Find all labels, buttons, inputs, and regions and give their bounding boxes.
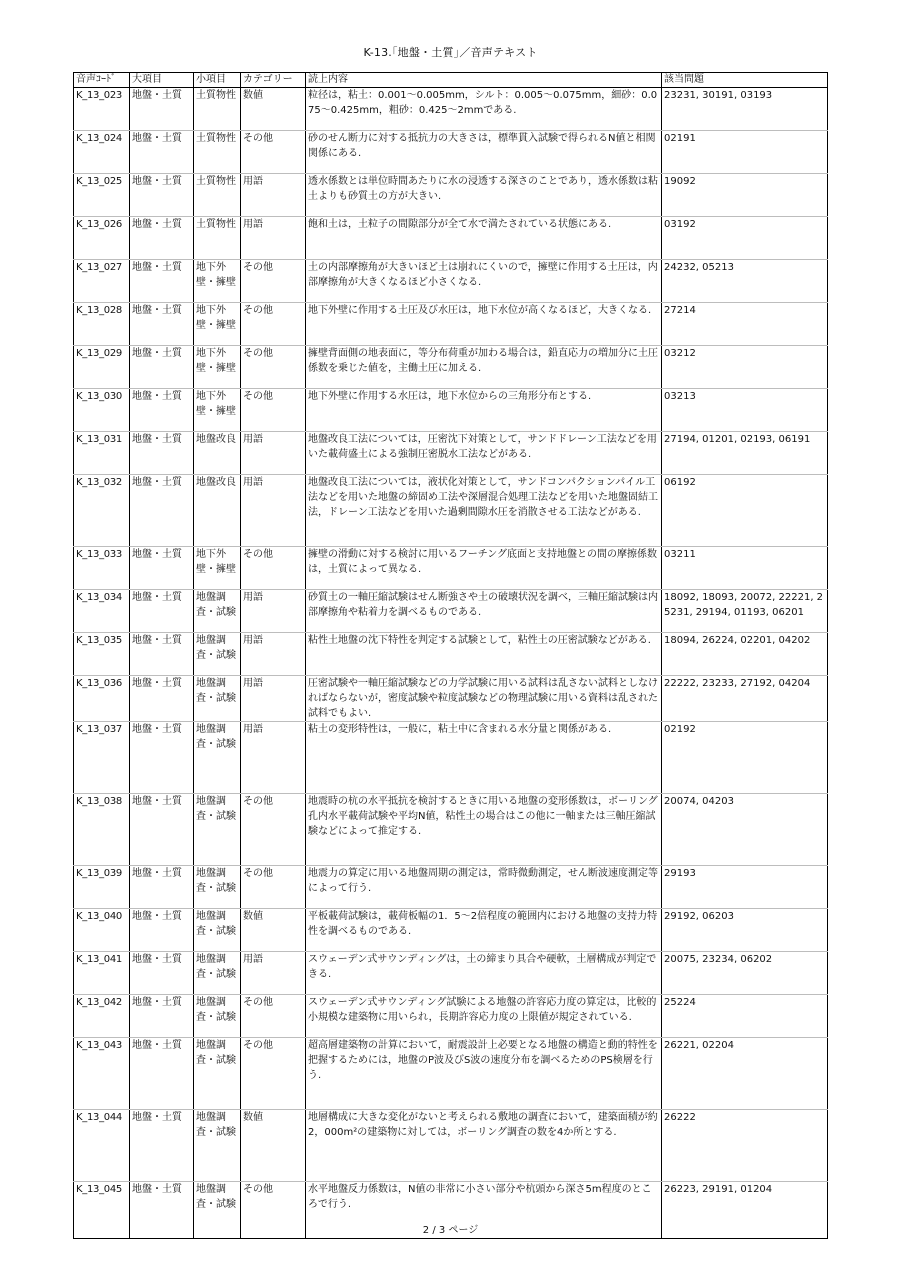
table-row (74, 389, 828, 432)
reading-content-cell: 圧密試験や一軸圧縮試験などの力学試験に用いる試料は乱さない試料としなければならないが，密度試験や粒度試験などの物理試験に用いる資料は乱された試料でもよい. (306, 676, 662, 722)
category-cell: その他 (241, 346, 306, 389)
header-reading-content: 読上内容 (306, 73, 662, 88)
category-cell: 用語 (241, 676, 306, 722)
category-cell: その他 (241, 389, 306, 432)
minor-item-cell: 地盤調査・試験 (194, 590, 241, 633)
major-item-cell: 地盤・土質 (130, 722, 194, 794)
major-item-cell: 地盤・土質 (130, 217, 194, 260)
table-row (74, 475, 828, 547)
reading-content-cell: 地盤改良工法については，液状化対策として，サンドコンパクションパイル工法などを用いた地盤の締固め工法や深層混合処理工法などを用いた地盤固結工法，ドレーン工法などを用いた過剰間隙水圧を消散させる工法などがある. (306, 475, 662, 547)
related-problems-cell: 02192 (662, 722, 828, 794)
related-problems-cell: 22222, 23233, 27192, 04204 (662, 676, 828, 722)
reading-content-cell: 地下外壁に作用する水圧は，地下水位からの三角形分布とする. (306, 389, 662, 432)
minor-item-cell: 土質物性 (194, 131, 241, 174)
voice-code-cell: K_13_045 (74, 1182, 130, 1239)
voice-code-cell: K_13_040 (74, 909, 130, 952)
minor-item-cell: 地盤調査・試験 (194, 722, 241, 794)
category-cell: 用語 (241, 590, 306, 633)
reading-content-cell: 超高層建築物の計算において，耐震設計上必要となる地盤の構造と動的特性を把握するためには，地盤のP波及びS波の速度分布を調べるためのPS検層を行う. (306, 1038, 662, 1110)
related-problems-cell: 19092 (662, 174, 828, 217)
table-header-row (74, 73, 828, 88)
related-problems-cell: 18094, 26224, 02201, 04202 (662, 633, 828, 676)
reading-content-cell: 砂のせん断力に対する抵抗力の大きさは，標準貫入試験で得られるN値と相関関係にある. (306, 131, 662, 174)
category-cell: 用語 (241, 432, 306, 475)
table-row (74, 174, 828, 217)
reading-content-cell: 地震力の算定に用いる地盤周期の測定は，常時微動測定，せん断波速度測定等によって行う. (306, 866, 662, 909)
major-item-cell: 地盤・土質 (130, 174, 194, 217)
related-problems-cell: 02191 (662, 131, 828, 174)
table-row (74, 303, 828, 346)
category-cell: その他 (241, 794, 306, 866)
reading-content-cell: 地盤改良工法については，圧密沈下対策として，サンドドレーン工法などを用いた載荷盛土による強制圧密脱水工法などがある. (306, 432, 662, 475)
reading-content-cell: スウェーデン式サウンディングは，土の締まり具合や硬軟，土層構成が判定できる. (306, 952, 662, 995)
category-cell: その他 (241, 547, 306, 590)
reading-content-cell: 透水係数とは単位時間あたりに水の浸透する深さのことであり，透水係数は粘土よりも砂質土の方が大きい. (306, 174, 662, 217)
minor-item-cell: 土質物性 (194, 174, 241, 217)
table-body (74, 88, 828, 1239)
table-row (74, 88, 828, 131)
table-row (74, 794, 828, 866)
reading-content-cell: 土の内部摩擦角が大きいほど土は崩れにくいので，擁壁に作用する土圧は，内部摩擦角が大きくなるほど小さくなる. (306, 260, 662, 303)
major-item-cell: 地盤・土質 (130, 346, 194, 389)
minor-item-cell: 地盤調査・試験 (194, 995, 241, 1038)
table-row (74, 547, 828, 590)
related-problems-cell: 29192, 06203 (662, 909, 828, 952)
voice-code-cell: K_13_037 (74, 722, 130, 794)
minor-item-cell: 地下外壁・擁壁 (194, 547, 241, 590)
voice-code-cell: K_13_032 (74, 475, 130, 547)
table-row (74, 346, 828, 389)
major-item-cell: 地盤・土質 (130, 88, 194, 131)
reading-content-cell: 粒径は，粘土：0.001～0.005mm，シルト：0.005～0.075mm，細砂：0.075～0.425mm，粗砂：0.425～2mmである. (306, 88, 662, 131)
major-item-cell: 地盤・土質 (130, 547, 194, 590)
major-item-cell: 地盤・土質 (130, 475, 194, 547)
minor-item-cell: 地盤調査・試験 (194, 866, 241, 909)
category-cell: 数値 (241, 909, 306, 952)
reading-content-cell: 粘性土地盤の沈下特性を判定する試験として，粘性土の圧密試験などがある. (306, 633, 662, 676)
header-major-item: 大項目 (130, 73, 194, 88)
category-cell: 数値 (241, 88, 306, 131)
reading-content-cell: 粘土の変形特性は，一般に，粘土中に含まれる水分量と関係がある. (306, 722, 662, 794)
related-problems-cell: 24232, 05213 (662, 260, 828, 303)
minor-item-cell: 地盤調査・試験 (194, 676, 241, 722)
reading-content-cell: 地層構成に大きな変化がないと考えられる敷地の調査において，建築面積が約2，000m²の建築物に対しては，ボーリング調査の数を4か所とする. (306, 1110, 662, 1182)
reading-content-cell: 擁壁背面側の地表面に，等分布荷重が加わる場合は，鉛直応力の増加分に土圧係数を乗じた値を，主働土圧に加える. (306, 346, 662, 389)
minor-item-cell: 地盤調査・試験 (194, 633, 241, 676)
category-cell: その他 (241, 866, 306, 909)
voice-code-cell: K_13_030 (74, 389, 130, 432)
page-number: 2 / 3 ページ (422, 1225, 479, 1236)
voice-code-cell: K_13_023 (74, 88, 130, 131)
major-item-cell: 地盤・土質 (130, 1182, 194, 1239)
voice-code-cell: K_13_028 (74, 303, 130, 346)
voice-code-cell: K_13_031 (74, 432, 130, 475)
major-item-cell: 地盤・土質 (130, 794, 194, 866)
related-problems-cell: 27194, 01201, 02193, 06191 (662, 432, 828, 475)
related-problems-cell: 18092, 18093, 20072, 22221, 25231, 29194, 01193, 06201 (662, 590, 828, 633)
voice-code-cell: K_13_033 (74, 547, 130, 590)
table-row (74, 432, 828, 475)
minor-item-cell: 土質物性 (194, 88, 241, 131)
voice-code-cell: K_13_036 (74, 676, 130, 722)
minor-item-cell: 地下外壁・擁壁 (194, 389, 241, 432)
reading-content-cell: 水平地盤反力係数は，N値の非常に小さい部分や杭頭から深さ5m程度のところで行う. (306, 1182, 662, 1239)
major-item-cell: 地盤・土質 (130, 260, 194, 303)
major-item-cell: 地盤・土質 (130, 633, 194, 676)
reading-content-cell: 飽和土は，土粒子の間隙部分が全て水で満たされている状態にある. (306, 217, 662, 260)
reading-content-cell: 擁壁の滑動に対する検討に用いるフーチング底面と支持地盤との間の摩擦係数は，土質によって異なる. (306, 547, 662, 590)
category-cell: 数値 (241, 1110, 306, 1182)
related-problems-cell: 03213 (662, 389, 828, 432)
minor-item-cell: 土質物性 (194, 217, 241, 260)
major-item-cell: 地盤・土質 (130, 676, 194, 722)
category-cell: その他 (241, 1182, 306, 1239)
related-problems-cell: 23231, 30191, 03193 (662, 88, 828, 131)
major-item-cell: 地盤・土質 (130, 909, 194, 952)
minor-item-cell: 地盤調査・試験 (194, 1110, 241, 1182)
major-item-cell: 地盤・土質 (130, 590, 194, 633)
major-item-cell: 地盤・土質 (130, 866, 194, 909)
related-problems-cell: 25224 (662, 995, 828, 1038)
minor-item-cell: 地盤改良 (194, 432, 241, 475)
table-row (74, 131, 828, 174)
reading-content-cell: 地下外壁に作用する土圧及び水圧は，地下水位が高くなるほど，大きくなる. (306, 303, 662, 346)
category-cell: 用語 (241, 217, 306, 260)
voice-code-cell: K_13_039 (74, 866, 130, 909)
reading-content-cell: スウェーデン式サウンディング試験による地盤の許容応力度の算定は，比較的小規模な建築物に用いられ，長期許容応力度の上限値が規定されている. (306, 995, 662, 1038)
table-row (74, 1110, 828, 1182)
related-problems-cell: 20074, 04203 (662, 794, 828, 866)
major-item-cell: 地盤・土質 (130, 995, 194, 1038)
voice-code-cell: K_13_044 (74, 1110, 130, 1182)
related-problems-cell: 26222 (662, 1110, 828, 1182)
minor-item-cell: 地盤調査・試験 (194, 1038, 241, 1110)
voice-code-cell: K_13_029 (74, 346, 130, 389)
related-problems-cell: 26221, 02204 (662, 1038, 828, 1110)
table-row (74, 217, 828, 260)
voice-code-cell: K_13_034 (74, 590, 130, 633)
voice-code-cell: K_13_043 (74, 1038, 130, 1110)
related-problems-cell: 27214 (662, 303, 828, 346)
minor-item-cell: 地盤調査・試験 (194, 1182, 241, 1239)
category-cell: その他 (241, 260, 306, 303)
header-voice-code: 音声ｺｰﾄﾞ (74, 73, 130, 88)
table-row (74, 722, 828, 794)
voice-code-cell: K_13_041 (74, 952, 130, 995)
minor-item-cell: 地盤調査・試験 (194, 794, 241, 866)
reading-content-cell: 地震時の杭の水平抵抗を検討するときに用いる地盤の変形係数は，ボーリング孔内水平載荷試験や平均N値，粘性土の場合はこの他に一軸または三軸圧縮試験などによって推定する. (306, 794, 662, 866)
minor-item-cell: 地下外壁・擁壁 (194, 260, 241, 303)
major-item-cell: 地盤・土質 (130, 1110, 194, 1182)
category-cell: 用語 (241, 475, 306, 547)
table-row (74, 260, 828, 303)
minor-item-cell: 地下外壁・擁壁 (194, 346, 241, 389)
major-item-cell: 地盤・土質 (130, 131, 194, 174)
related-problems-cell: 29193 (662, 866, 828, 909)
major-item-cell: 地盤・土質 (130, 389, 194, 432)
voice-code-cell: K_13_035 (74, 633, 130, 676)
minor-item-cell: 地盤調査・試験 (194, 909, 241, 952)
table-row (74, 995, 828, 1038)
minor-item-cell: 地盤改良 (194, 475, 241, 547)
category-cell: 用語 (241, 722, 306, 794)
major-item-cell: 地盤・土質 (130, 952, 194, 995)
header-category: カテゴリー (241, 73, 306, 88)
voice-code-cell: K_13_042 (74, 995, 130, 1038)
category-cell: その他 (241, 995, 306, 1038)
voice-code-cell: K_13_025 (74, 174, 130, 217)
table-row (74, 676, 828, 722)
related-problems-cell: 03192 (662, 217, 828, 260)
table-row (74, 633, 828, 676)
header-minor-item: 小項目 (194, 73, 241, 88)
voice-code-cell: K_13_026 (74, 217, 130, 260)
related-problems-cell: 03212 (662, 346, 828, 389)
category-cell: 用語 (241, 633, 306, 676)
category-cell: 用語 (241, 952, 306, 995)
category-cell: その他 (241, 131, 306, 174)
voice-code-cell: K_13_024 (74, 131, 130, 174)
major-item-cell: 地盤・土質 (130, 303, 194, 346)
table-row (74, 909, 828, 952)
major-item-cell: 地盤・土質 (130, 432, 194, 475)
major-item-cell: 地盤・土質 (130, 1038, 194, 1110)
voice-code-cell: K_13_038 (74, 794, 130, 866)
category-cell: その他 (241, 1038, 306, 1110)
reading-content-cell: 砂質土の一軸圧縮試験はせん断強さや土の破壊状況を調べ，三軸圧縮試験は内部摩擦角や粘着力を調べるものである. (306, 590, 662, 633)
minor-item-cell: 地盤調査・試験 (194, 952, 241, 995)
table-row (74, 952, 828, 995)
page-title: K-13.｢地盤・土質｣／音声テキスト (363, 46, 538, 59)
voice-code-cell: K_13_027 (74, 260, 130, 303)
header-related-problems: 該当問題 (662, 73, 828, 88)
related-problems-cell: 26223, 29191, 01204 (662, 1182, 828, 1239)
category-cell: 用語 (241, 174, 306, 217)
reading-content-cell: 平板載荷試験は，載荷板幅の1．5～2倍程度の範囲内における地盤の支持力特性を調べるものである. (306, 909, 662, 952)
table-row (74, 590, 828, 633)
related-problems-cell: 06192 (662, 475, 828, 547)
minor-item-cell: 地下外壁・擁壁 (194, 303, 241, 346)
category-cell: その他 (241, 303, 306, 346)
table-row (74, 866, 828, 909)
voice-text-table (73, 72, 828, 1239)
related-problems-cell: 03211 (662, 547, 828, 590)
related-problems-cell: 20075, 23234, 06202 (662, 952, 828, 995)
table-row (74, 1038, 828, 1110)
